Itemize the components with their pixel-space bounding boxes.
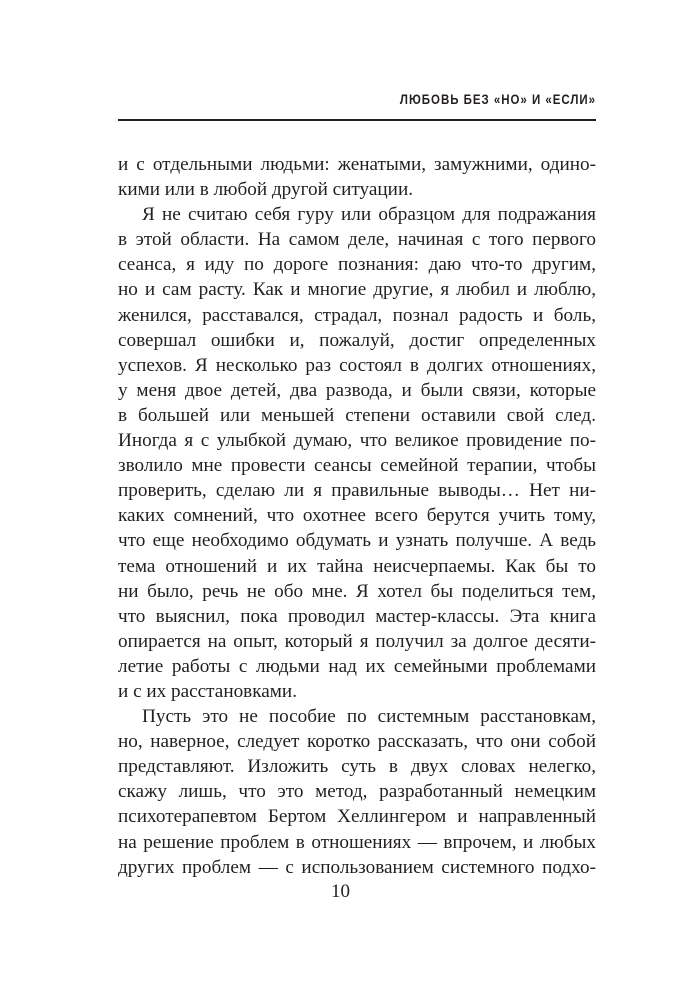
text-line: ни было, речь не обо мне. Я хотел бы поделиться тем,: [118, 580, 596, 602]
text-line: что еще необходимо обдумать и узнать получше. А ведь: [118, 530, 596, 552]
text-line: Я не считаю себя гуру или образцом для подражания: [142, 204, 596, 226]
text-line: психотерапевтом Бертом Хеллингером и направленный: [118, 806, 596, 828]
text-line: опирается на опыт, который я получил за долгое десяти-: [118, 630, 596, 652]
text-line: но и сам расту. Как и многие другие, я любил и люблю,: [118, 279, 596, 301]
text-line: скажу лишь, что это метод, разработанный немецким: [118, 781, 596, 803]
text-line: кими или в любой другой ситуации.: [118, 179, 414, 201]
running-title: ЛЮБОВЬ БЕЗ «НО» И «ЕСЛИ»: [399, 91, 596, 107]
text-line: Иногда я с улыбкой думаю, что великое провидение по-: [118, 430, 596, 452]
text-line: в большей или меньшей степени оставили свой след.: [118, 404, 596, 426]
text-line: каких сомнений, что охотнее всего берутся учить тому,: [118, 505, 596, 527]
text-line: летие работы с людьми над их семейными проблемами: [118, 655, 596, 677]
text-line: зволило мне провести сеансы семейной терапии, чтобы: [118, 455, 596, 477]
header-rule: [118, 119, 596, 121]
text-line: и с их расстановками.: [118, 680, 297, 702]
text-line: что выяснил, пока проводил мастер-классы. Эта книга: [118, 605, 596, 627]
text-line: сеанса, я иду по дороге познания: даю что-то другим,: [118, 254, 596, 276]
text-line: на решение проблем в отношениях — впрочем, и любых: [118, 831, 596, 853]
text-line: совершал ошибки и, пожалуй, достиг определенных: [118, 329, 596, 351]
text-line: и с отдельными людьми: женатыми, замужними, одино-: [118, 154, 596, 175]
text-line: Пусть это не пособие по системным расстановкам,: [142, 706, 596, 728]
text-line: других проблем — с использованием системного подхо-: [118, 856, 596, 878]
text-line: в этой области. На самом деле, начиная с того первого: [118, 229, 596, 251]
body-text: [118, 152, 596, 880]
page-number: 10: [331, 881, 350, 902]
text-line: у меня двое детей, два развода, и были связи, которые: [118, 379, 596, 401]
text-line: представляют. Изложить суть в двух словах нелегко,: [118, 756, 596, 778]
text-line: женился, расставался, страдал, познал радость и боль,: [118, 304, 596, 326]
text-line: проверить, сделаю ли я правильные выводы… Нет ни-: [118, 480, 596, 502]
text-line: успехов. Я несколько раз состоял в долгих отношениях,: [118, 354, 596, 376]
text-line: тема отношений и их тайна неисчерпаемы. Как бы то: [118, 555, 596, 577]
text-line: но, наверное, следует коротко рассказать, что они собой: [118, 731, 596, 753]
